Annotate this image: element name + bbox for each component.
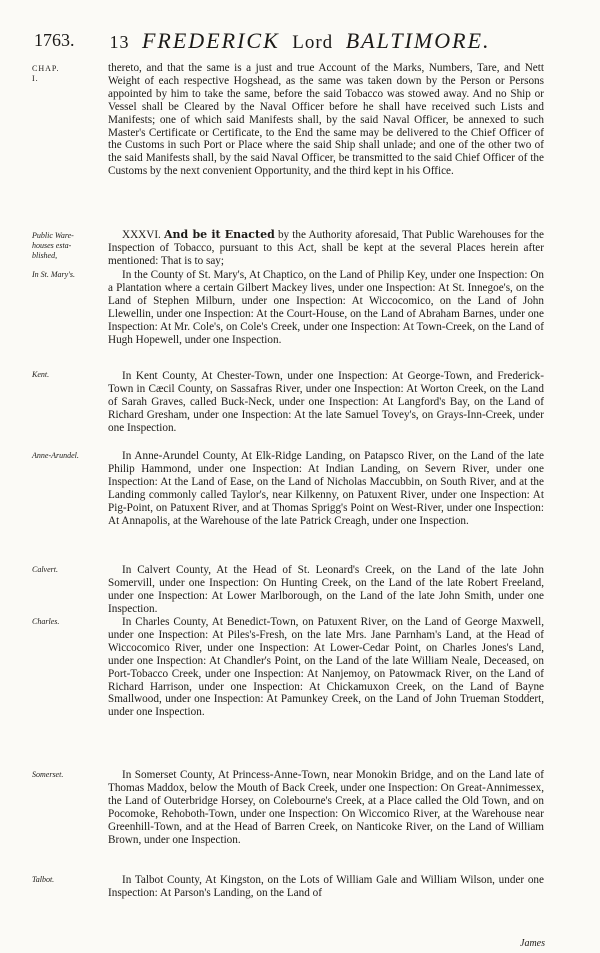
catchword: James	[520, 938, 545, 949]
margin-calvert: Calvert.	[32, 565, 58, 574]
enactment-text: by the Authority aforesaid, That Public Warehouses for the Inspection of Tobacco, pursuant to this Act, shall be kept at the several Places herein after mentioned: That is to say;	[108, 229, 545, 267]
paragraph-charles: In Charles County, At Benedict-Town, on Patuxent River, on the Land of George Maxwell, under one Inspection: At Piles's-Fresh, on the late Mrs. Jane Parnham's Land, at the Head of Wiccocomico River, under one Inspection: At Lower-Cedar Point, on Charles Jones's Land, under one Inspection: At Chandler's Point, on the Land of the late William Neale, Deceased, on Port-Tobacco Creek, under one Inspection: At Nanjemoy, on Patowmack River, on the Land of Richard Harrison, under one Inspection: At Chickamuxon Creek, on the Land of Bayne Smallwood, under one Inspection: At Pamunkey Creek, on the Land of John Trueman Stoddert, under one Inspection.	[108, 616, 544, 719]
paragraph-st-marys: In the County of St. Mary's, At Chaptico, on the Land of Philip Key, under one Inspection: On a Plantation where a certain Gilbert Mackey lives, under one Inspection: At St. Innegoe's, on the Land of Stephen Milburn, under one Inspection: At Wiccocomico, on the Land of John Llewellin, under one Inspection: At the Court-House, on the Land of Abraham Barnes, under one Inspection: At Mr. Cole's, on Cole's Creek, under one Inspection: At Town-Creek, on the Land of Hugh Hopewell, under one Inspection.	[108, 269, 544, 346]
lord-name: BALTIMORE.	[345, 28, 491, 53]
margin-somerset: Somerset.	[32, 770, 64, 779]
enacting-clause: And be it Enacted	[164, 228, 275, 241]
margin-kent: Kent.	[32, 370, 50, 379]
section-number: XXXVI.	[122, 229, 161, 241]
paragraph-calvert: In Calvert County, At the Head of St. Leonard's Creek, on the Land of the late John Somervill, under one Inspection: On Hunting Creek, on the Land of the late Robert Freeland, under one Inspection: At Lower Marlborough, on the Land of the late John Smith, under one Inspection.	[108, 564, 544, 615]
king-name: FREDERICK	[141, 28, 280, 53]
paragraph-talbot: In Talbot County, At Kingston, on the Lots of William Gale and William Wilson, under one Inspection: At Parson's Landing, on the Land of	[108, 874, 544, 899]
page-header	[0, 28, 600, 56]
page-year: 1763.	[34, 30, 75, 50]
paragraph-somerset: In Somerset County, At Princess-Anne-Town, near Monokin Bridge, and on the Land late of Thomas Maddox, below the Mouth of Back Creek, under one Inspection: On Great-Annimessex, the Land of Outerbridge Horsey, on Colebourne's Creek, at a Place called the Old Town, and on Pocomoke, Rehoboth-Town, under one Inspection: On Wiccomico River, at the Warehouse near Greenhill-Town, and at the Head of Barren Creek, on Nanticoke River, on the Land of William Brown, under one Inspection.	[108, 769, 544, 846]
paragraph-intro: thereto, and that the same is a just and true Account of the Marks, Numbers, Tare, and Nett Weight of each respective Hogshead, as the same was taken down by the Person or Persons appointed by him to take the same, before the said Tobacco was stowed away. And no Ship or Vessel shall be Cleared by the Naval Officer before he shall have received such Lists and Manifests; one of which said Manifests shall, by the said Naval Officer, be annexed to such Master's Certificate or Certificate, to the End the same may be delivered to the Chief Officer of the Customs in such Port or Place where the said Ship shall unlade; and one of the other two of the said Manifests shall, by the said Naval Officer, be transmitted to the said Chief Officer of the Customs by the next convenient Opportunity, and the third kept in his Office.	[108, 62, 544, 178]
regnal-number: 13	[109, 32, 130, 52]
margin-charles: Charles.	[32, 617, 60, 626]
margin-st-marys: In St. Mary's.	[32, 270, 76, 279]
margin-chap: CHAP. I.	[32, 64, 60, 83]
paragraph-enactment	[108, 229, 544, 268]
margin-talbot: Talbot.	[32, 875, 55, 884]
paragraph-anne-arundel: In Anne-Arundel County, At Elk-Ridge Landing, on Patapsco River, on the Land of the late Philip Hammond, under one Inspection: At Indian Landing, on Severn River, under one Inspection: At the Land of Ease, on the Land of Nicholas Maccubbin, on South River, and at the Landing commonly called Taylor's, near Kilkenny, on Patuxent River, under one Inspection: At Pig-Point, on Patuxent River, and at Thomas Sprigg's Point on West-River, under one Inspection: At Annapolis, at the Warehouse of the late Patrick Creagh, under one Inspection.	[108, 450, 544, 527]
margin-public-warehouses: Public Ware- houses esta- blished,	[32, 231, 74, 260]
margin-anne-arundel: Anne-Arundel.	[32, 451, 79, 460]
title-lord: Lord	[292, 32, 334, 53]
paragraph-kent: In Kent County, At Chester-Town, under one Inspection: At George-Town, and Frederick-Town in Cæcil County, on Sassafras River, under one Inspection: At Worton Creek, on the Land of Sarah Graves, called Buck-Neck, under one Inspection: At Langford's Bay, on the Land of Richard Gresham, under one Inspection: At the late Samuel Tovey's, on Grays-Inn-Creek, under one Inspection.	[108, 370, 544, 434]
running-title	[0, 28, 600, 54]
